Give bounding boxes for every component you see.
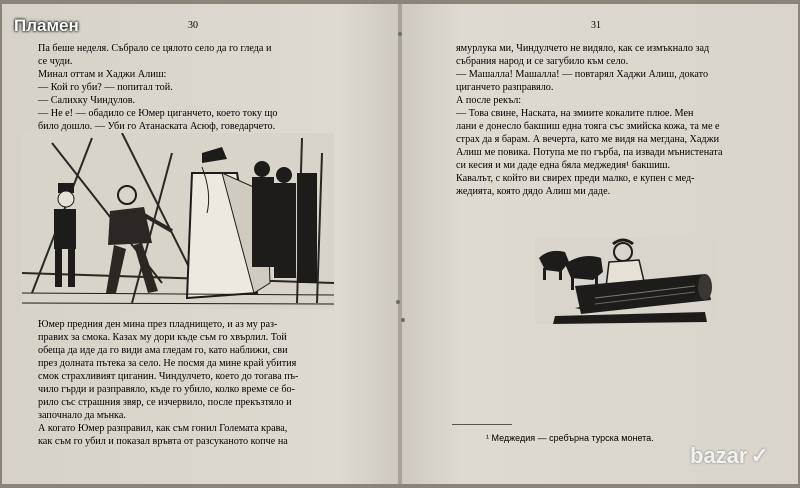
text-line: лани е донесло бакшиш една тояга със змийска кожа, та ме е [456, 121, 720, 132]
left-text-top [38, 42, 277, 133]
text-line: рило със страшния звяр, се изчервило, после прекъзтяло и [38, 397, 292, 408]
text-line: — Салихку Чиндулов. [38, 95, 136, 106]
text-line: било дошло. — Уби го Атанаската Асюф, говедарчето. [38, 121, 276, 132]
herd-boy-illustration [535, 238, 715, 324]
village-scene-illustration [22, 133, 334, 309]
text-line: А после рекъл: [456, 95, 522, 106]
text-line: чило гърди и разправяло, къде го убило, колко време се бо- [38, 384, 295, 395]
bazar-watermark [690, 443, 769, 469]
page-number-left: 30 [188, 20, 198, 31]
watermark-text: bazar [690, 443, 748, 468]
text-line: — Това свине, Наската, на змиите кокалите плюе. Мен [456, 108, 694, 119]
text-line: смок страхливият циганин. Чиндулчето, което до тогава пъ- [38, 371, 299, 382]
checkmark-icon: ✓ [750, 443, 769, 468]
text-line: си кесия и ми даде една бяла меджедия¹ бакшиш. [456, 160, 671, 171]
seller-name-watermark: Пламен [14, 16, 79, 35]
stitch-hole [401, 318, 405, 322]
text-line: през долната пътека за село. Не посмя да мине край убития [38, 358, 297, 369]
text-line: Кавалът, с който ви свирех преди малко, е купен с мед- [456, 173, 695, 184]
footnote: ¹ Меджедия — сребърна турска монета. [486, 433, 654, 443]
text-line: — Не е! — обадило се Юмер циганчето, което току що [38, 108, 278, 119]
text-line: ямурлука ми, Чиндулчето не видяло, как се измъкнало зад [456, 43, 710, 54]
text-line: правих за смока. Казах му дори къде съм го хвърлил. Той [38, 332, 287, 343]
text-line: обеща да иде да го види ама гледам го, като наближи, сви [38, 345, 288, 356]
text-line: жедията, която дядо Алиш ми даде. [456, 186, 611, 197]
text-line: страх да я барам. А вечерта, като ме видя на мегдана, Хаджи [456, 134, 720, 145]
text-line: циганчето разправяло. [456, 82, 554, 93]
text-line: Минал оттам и Хаджи Алиш: [38, 69, 167, 80]
footnote-rule [452, 424, 512, 425]
text-line: се чуди. [38, 56, 73, 67]
stitch-hole [396, 300, 400, 304]
left-text-bottom [38, 318, 298, 448]
text-line: — Машалла! Машалла! — повтарял Хаджи Алиш, докато [456, 69, 709, 80]
text-line: Па беше неделя. Събрало се цялото село да го гледа и [38, 43, 272, 54]
right-text-top [456, 42, 723, 198]
text-line: започнало да мънка. [38, 410, 126, 421]
text-line: как съм го убил и показал връвта от разсуканото копче на [38, 436, 288, 447]
text-line: А когато Юмер разправил, как съм гонил Големата крава, [38, 423, 288, 434]
stitch-hole [398, 32, 402, 36]
text-line: Юмер предния ден мина през пладнището, и аз му раз- [38, 319, 278, 330]
text-line: събрания народ и се загубило към село. [456, 56, 629, 67]
page-number-right: 31 [591, 20, 601, 31]
text-line: Алиш ме повика. Потупа ме по гърба, па извади мънистената [456, 147, 723, 158]
text-line: — Кой го уби? — попитал той. [38, 82, 173, 93]
